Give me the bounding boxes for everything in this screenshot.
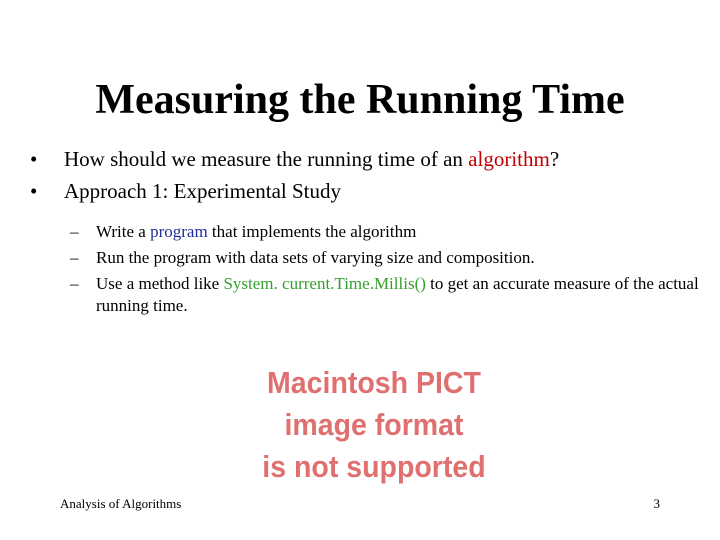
bullet-list xyxy=(30,143,710,321)
sub-bullet-text xyxy=(96,273,710,317)
footer-title: Analysis of Algorithms xyxy=(60,496,182,511)
sub-bullet-text-part: Write a xyxy=(96,222,151,241)
bullet-item xyxy=(30,175,710,207)
placeholder-line: is not supported xyxy=(262,449,486,484)
sub-bullet-item xyxy=(70,273,710,317)
bullet-marker: • xyxy=(30,179,38,203)
placeholder-line: Macintosh PICT xyxy=(267,365,481,400)
sub-bullet-list xyxy=(70,221,710,317)
algorithm-highlight: algorithm xyxy=(468,147,550,171)
bullet-text-part: How should we measure the running time of an xyxy=(64,147,469,171)
sub-bullet-marker: – xyxy=(70,274,79,293)
sub-bullet-marker: – xyxy=(70,248,79,267)
bullet-text xyxy=(64,143,559,175)
sub-bullet-text-part: Use a method like xyxy=(96,274,224,293)
placeholder-line: image format xyxy=(284,407,464,442)
sub-bullet-marker: – xyxy=(70,222,79,241)
bullet-text-part: ? xyxy=(549,147,560,171)
bullet-text: Approach 1: Experimental Study xyxy=(64,179,342,203)
code-highlight: System. current.Time.Millis() xyxy=(223,274,426,293)
sub-bullet-item xyxy=(70,221,710,243)
sub-bullet-text-part: that implements the algorithm xyxy=(207,222,417,241)
unsupported-image-placeholder xyxy=(236,362,512,488)
bullet-item xyxy=(30,143,710,175)
sub-bullet-text-part: to get an accurate measure of the actual running time. xyxy=(96,274,699,315)
bullet-marker: • xyxy=(30,147,38,171)
sub-bullet-item xyxy=(70,247,710,269)
sub-bullet-text xyxy=(96,221,416,243)
sub-bullet-text: Run the program with data sets of varying size and composition. xyxy=(96,248,535,267)
slide-title: Measuring the Running Time xyxy=(95,77,625,123)
program-highlight: program xyxy=(150,222,208,241)
page-number: 3 xyxy=(653,496,660,511)
